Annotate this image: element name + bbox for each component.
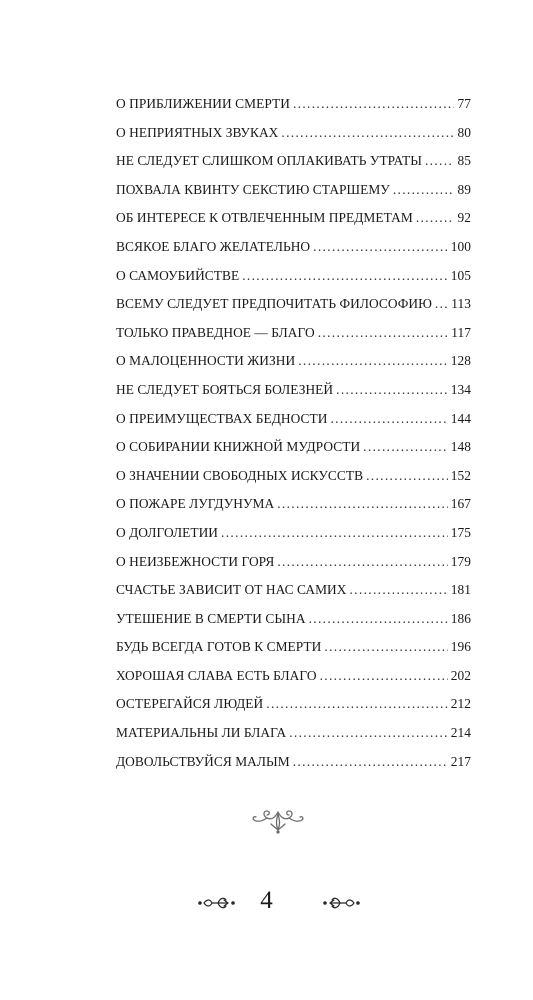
toc-dot-leader — [336, 382, 448, 398]
toc-entry-title: БУДЬ ВСЕГДА ГОТОВ К СМЕРТИ — [116, 639, 322, 655]
toc-dot-leader — [221, 525, 448, 541]
toc-entry-page: 100 — [450, 238, 471, 254]
toc-entry-title: О ПРЕИМУЩЕСТВАХ БЕДНОСТИ — [116, 410, 328, 426]
toc-dot-leader — [277, 496, 448, 512]
toc-entry-page: 85 — [457, 153, 471, 169]
toc-entry-title: СЧАСТЬЕ ЗАВИСИТ ОТ НАС САМИХ — [116, 582, 347, 598]
toc-entry-title: О МАЛОЦЕННОСТИ ЖИЗНИ — [116, 353, 296, 369]
toc-entry-page: 113 — [451, 296, 471, 312]
toc-entry — [116, 754, 471, 783]
toc-entry-title: О ПОЖАРЕ ЛУГДУНУМА — [116, 496, 275, 512]
toc-dot-leader — [318, 325, 449, 341]
toc-dot-leader — [298, 353, 448, 369]
toc-entry-page: 89 — [457, 181, 471, 197]
vine-ornament-icon — [322, 895, 360, 911]
toc-entry-page: 167 — [450, 496, 471, 512]
toc-entry-page: 77 — [457, 96, 471, 111]
toc-entry-title: ВСЕМУ СЛЕДУЕТ ПРЕДПОЧИТАТЬ ФИЛОСОФИЮ — [116, 296, 432, 312]
toc-entry — [116, 639, 471, 668]
toc-dot-leader — [277, 554, 447, 570]
toc-entry-page: 92 — [457, 210, 471, 226]
toc-entry — [116, 382, 471, 411]
toc-entry-page: 152 — [450, 467, 471, 483]
toc-entry — [116, 468, 471, 497]
toc-entry-page: 148 — [450, 439, 471, 455]
scroll-flourish-icon — [249, 808, 307, 834]
toc-entry-page: 196 — [450, 639, 471, 655]
toc-entry-title: О САМОУБИЙСТВЕ — [116, 267, 240, 283]
toc-entry — [116, 439, 471, 468]
toc-entry-page: 175 — [450, 524, 471, 540]
toc-entry-title: О СОБИРАНИИ КНИЖНОЙ МУДРОСТИ — [116, 439, 361, 455]
toc-dot-leader — [416, 210, 454, 226]
toc-dot-leader — [309, 611, 448, 627]
toc-dot-leader — [293, 96, 454, 112]
toc-entry-title: О ПРИБЛИЖЕНИИ СМЕРТИ — [116, 96, 290, 111]
toc-entry — [116, 125, 471, 154]
toc-entry — [116, 239, 471, 268]
toc-entry — [116, 668, 471, 697]
toc-entry-title: НЕ СЛЕДУЕТ БОЯТЬСЯ БОЛЕЗНЕЙ — [116, 381, 334, 397]
toc-entry — [116, 353, 471, 382]
toc-entry — [116, 296, 471, 325]
toc-entry-title: ОБ ИНТЕРЕСЕ К ОТВЛЕЧЕННЫМ ПРЕДМЕТАМ — [116, 210, 413, 226]
toc-dot-leader — [349, 582, 447, 598]
toc-entry-title: МАТЕРИАЛЬНЫ ЛИ БЛАГА — [116, 725, 287, 741]
toc-dot-leader — [242, 268, 448, 284]
toc-entry-title: ТОЛЬКО ПРАВЕДНОЕ — БЛАГО — [116, 324, 315, 340]
toc-entry-title: ПОХВАЛА КВИНТУ СЕКСТИЮ СТАРШЕМУ — [116, 181, 390, 197]
toc-entry-title: О ЗНАЧЕНИИ СВОБОДНЫХ ИСКУССТВ — [116, 467, 364, 483]
toc-entry — [116, 182, 471, 211]
toc-dot-leader — [393, 182, 454, 198]
toc-dot-leader — [266, 696, 447, 712]
toc-entry-page: 80 — [457, 124, 471, 140]
toc-dot-leader — [289, 725, 448, 741]
page-number: 4 — [260, 887, 273, 914]
toc-entry — [116, 496, 471, 525]
toc-entry — [116, 153, 471, 182]
toc-entry-page: 186 — [450, 610, 471, 626]
toc-dot-leader — [281, 125, 454, 141]
toc-entry-page: 181 — [450, 582, 471, 598]
toc-entry-title: ДОВОЛЬСТВУЙСЯ МАЛЫМ — [116, 753, 290, 769]
toc-dot-leader — [366, 468, 448, 484]
table-of-contents — [116, 96, 471, 782]
toc-entry-page: 144 — [450, 410, 471, 426]
toc-entry — [116, 411, 471, 440]
toc-entry — [116, 96, 471, 125]
toc-entry — [116, 611, 471, 640]
toc-entry — [116, 268, 471, 297]
toc-entry — [116, 554, 471, 583]
toc-entry-title: ОСТЕРЕГАЙСЯ ЛЮДЕЙ — [116, 696, 264, 712]
toc-dot-leader — [320, 668, 448, 684]
toc-entry-title: ВСЯКОЕ БЛАГО ЖЕЛАТЕЛЬНО — [116, 238, 311, 254]
toc-entry-title: ХОРОШАЯ СЛАВА ЕСТЬ БЛАГО — [116, 667, 317, 683]
toc-dot-leader — [330, 411, 447, 427]
toc-entry-page: 128 — [450, 353, 471, 369]
toc-entry-title: О ДОЛГОЛЕТИИ — [116, 524, 219, 540]
toc-entry-title: НЕ СЛЕДУЕТ СЛИШКОМ ОПЛАКИВАТЬ УТРАТЫ — [116, 153, 422, 169]
toc-entry-page: 105 — [450, 267, 471, 283]
toc-dot-leader — [313, 239, 448, 255]
toc-entry — [116, 696, 471, 725]
toc-entry — [116, 325, 471, 354]
page-footer — [0, 885, 533, 925]
toc-entry — [116, 210, 471, 239]
toc-entry-page: 117 — [451, 324, 471, 340]
toc-dot-leader — [293, 754, 448, 770]
toc-entry — [116, 525, 471, 554]
toc-dot-leader — [363, 439, 448, 455]
toc-entry-title: О НЕПРИЯТНЫХ ЗВУКАХ — [116, 124, 279, 140]
toc-dot-leader — [435, 296, 448, 312]
toc-dot-leader — [324, 639, 447, 655]
toc-entry-page: 134 — [450, 381, 471, 397]
toc-entry-title: О НЕИЗБЕЖНОСТИ ГОРЯ — [116, 553, 275, 569]
toc-entry-title: УТЕШЕНИЕ В СМЕРТИ СЫНА — [116, 610, 306, 626]
toc-entry-page: 214 — [450, 725, 471, 741]
toc-dot-leader — [425, 153, 454, 169]
toc-entry-page: 212 — [450, 696, 471, 712]
toc-entry — [116, 725, 471, 754]
toc-entry-page: 217 — [450, 753, 471, 769]
toc-entry-page: 202 — [450, 667, 471, 683]
toc-entry-page: 179 — [450, 553, 471, 569]
toc-entry — [116, 582, 471, 611]
